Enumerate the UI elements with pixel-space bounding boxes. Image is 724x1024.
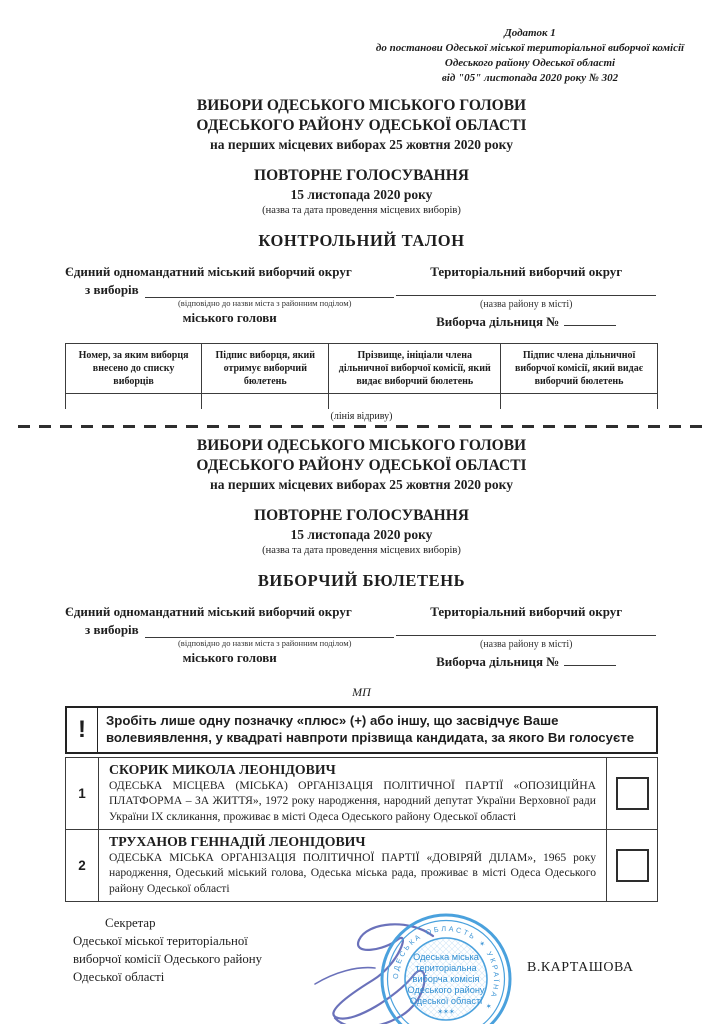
revote-date: 15 листопада 2020 року bbox=[290, 187, 433, 203]
document-content bbox=[65, 0, 658, 1024]
candidate-checkbox[interactable] bbox=[616, 849, 649, 882]
territorial-district-field[interactable] bbox=[396, 280, 656, 296]
polling-station-label: Виборча дільниця № bbox=[436, 653, 560, 669]
seal-text-line: виборча комісія bbox=[412, 973, 480, 984]
candidate-name: ТРУХАНОВ ГЕННАДІЙ ЛЕОНІДОВИЧ bbox=[109, 833, 366, 849]
candidate-info bbox=[99, 829, 607, 901]
territorial-district-title: Територіальний виборчий округ bbox=[430, 603, 623, 619]
district-field-caption: (відповідно до назви міста з районним поділом) bbox=[177, 637, 352, 648]
seal-ring-text: ОДЕСЬКА ОБЛАСТЬ ✶ УКРАЇНА ✶ bbox=[390, 923, 502, 1014]
candidate-row bbox=[66, 757, 658, 829]
secretary-line: Секретар bbox=[105, 915, 156, 930]
signer-name: В.КАРТАШОВА bbox=[527, 959, 634, 975]
appendix-annotation bbox=[344, 26, 716, 85]
election-title-line2: ОДЕСЬКОГО РАЙОНУ ОДЕСЬКОЇ ОБЛАСТІ bbox=[196, 456, 527, 474]
coupon-title: КОНТРОЛЬНИЙ ТАЛОН bbox=[258, 230, 465, 250]
single-district-title: Єдиний одномандатний міський виборчий округ bbox=[65, 263, 352, 279]
instruction-text: Зробіть лише одну позначку «плюс» (+) або іншу, що засвідчує Ваше волевиявлення, у квадраті навпроти прізвища кандидата, за якого Ви голосуєте bbox=[106, 712, 635, 745]
seal-text-line: Одеська міська bbox=[413, 951, 479, 962]
territorial-field-caption: (назва району в місті) bbox=[479, 638, 573, 650]
annotation-line: Одеського району Одеської області bbox=[444, 56, 616, 69]
election-subtitle: на перших місцевих виборах 25 жовтня 2020 року bbox=[210, 136, 513, 152]
coupon-empty-row bbox=[66, 393, 658, 409]
coupon-table bbox=[65, 343, 658, 409]
candidates-table bbox=[65, 757, 658, 902]
candidate-number: 1 bbox=[66, 757, 99, 829]
seal-place-mark: МП bbox=[352, 684, 371, 699]
election-title-line2: ОДЕСЬКОГО РАЙОНУ ОДЕСЬКОЇ ОБЛАСТІ bbox=[196, 116, 527, 134]
coupon-col-voter-signature: Підпис виборця, який отримує виборчий бюлетень bbox=[202, 343, 329, 393]
mayor-label: міського голови bbox=[182, 310, 277, 325]
footer bbox=[65, 914, 658, 1024]
single-district-title: Єдиний одномандатний міський виборчий округ bbox=[65, 603, 352, 619]
revote-title: ПОВТОРНЕ ГОЛОСУВАННЯ bbox=[254, 167, 469, 185]
secretary-block bbox=[73, 914, 303, 987]
candidate-info bbox=[99, 757, 607, 829]
candidate-checkbox-cell bbox=[607, 829, 658, 901]
candidate-checkbox-cell bbox=[607, 757, 658, 829]
district-block-ballot bbox=[65, 604, 658, 670]
district-block-coupon bbox=[65, 264, 658, 330]
seal-text-line: Одеського району bbox=[407, 984, 485, 995]
secretary-line: Одеської області bbox=[73, 970, 165, 985]
territorial-field-caption: (назва району в місті) bbox=[479, 298, 573, 310]
secretary-line: виборчої комісії Одеського району bbox=[73, 952, 262, 967]
annotation-line: Додаток 1 bbox=[504, 27, 556, 39]
district-name-field[interactable] bbox=[145, 623, 395, 638]
territorial-district-column bbox=[394, 264, 658, 330]
seal-text-line: територіальна bbox=[415, 962, 477, 973]
revote-caption: (назва та дата проведення місцевих виборів) bbox=[262, 204, 461, 216]
district-prefix-label: з виборів bbox=[85, 281, 139, 297]
candidate-checkbox[interactable] bbox=[616, 777, 649, 810]
election-title-line1: ВИБОРИ ОДЕСЬКОГО МІСЬКОГО ГОЛОВИ bbox=[196, 97, 527, 114]
revote-caption: (назва та дата проведення місцевих виборів) bbox=[262, 544, 461, 556]
annotation-line: від "05" листопада 2020 року № 302 bbox=[441, 71, 619, 84]
district-name-field[interactable] bbox=[145, 283, 395, 298]
election-subtitle: на перших місцевих виборах 25 жовтня 2020 року bbox=[210, 476, 513, 492]
coupon-cell-voter-number[interactable] bbox=[66, 393, 202, 409]
revote-date: 15 листопада 2020 року bbox=[290, 526, 433, 542]
territorial-district-title: Територіальний виборчий округ bbox=[430, 263, 623, 279]
district-field-caption: (відповідно до назви міста з районним поділом) bbox=[177, 297, 352, 308]
mayor-label: міського голови bbox=[182, 649, 277, 665]
tear-dashed-line bbox=[18, 425, 706, 428]
coupon-col-voter-number: Номер, за яким виборця внесено до списку виборців bbox=[66, 343, 202, 393]
candidate-details: ОДЕСЬКА МІСЦЕВА (МІСЬКА) ОРГАНІЗАЦІЯ ПОЛІТИЧНОЇ ПАРТІЇ «ОПОЗИЦІЙНА ПЛАТФОРМА – ЗА ЖИТТЯ», 1972 року народження, народний депутат України Верховної ради України IX скликання, проживає в місті Одеса Одеського району Одеської області bbox=[109, 778, 596, 823]
coupon-col-commissioner-signature: Підпис члена дільничної виборчої комісії, який видає виборчий бюлетень bbox=[501, 343, 658, 393]
revote-title: ПОВТОРНЕ ГОЛОСУВАННЯ bbox=[254, 507, 469, 525]
coupon-header bbox=[65, 96, 658, 251]
secretary-line: Одеської міської територіальної bbox=[73, 934, 248, 949]
single-district-column bbox=[65, 264, 394, 330]
single-district-column bbox=[65, 604, 394, 670]
candidate-row bbox=[66, 829, 658, 901]
election-title-line1: ВИБОРИ ОДЕСЬКОГО МІСЬКОГО ГОЛОВИ bbox=[196, 436, 527, 454]
coupon-cell-commissioner-signature[interactable] bbox=[501, 393, 658, 409]
candidate-number: 2 bbox=[66, 829, 99, 901]
polling-station-number-field[interactable] bbox=[564, 653, 616, 666]
territorial-district-column bbox=[394, 604, 658, 670]
tear-line-caption: (лінія відриву) bbox=[330, 410, 393, 422]
coupon-col-commissioner-name: Прізвище, ініціали члена дільничної виборчої комісії, який видає виборчий бюлетень bbox=[329, 343, 501, 393]
territorial-district-field[interactable] bbox=[396, 620, 656, 636]
svg-text:✶✶✶: ✶✶✶ bbox=[437, 1008, 455, 1016]
ballot-header bbox=[65, 436, 658, 591]
coupon-cell-commissioner-name[interactable] bbox=[329, 393, 501, 409]
candidate-name: СКОРИК МИКОЛА ЛЕОНІДОВИЧ bbox=[109, 761, 336, 777]
coupon-header-row bbox=[66, 343, 658, 393]
annotation-line: до постанови Одеської міської територіальної виборчої комісії bbox=[375, 41, 685, 54]
ballot-title: ВИБОРЧИЙ БЮЛЕТЕНЬ bbox=[257, 570, 466, 590]
seal-text-line: Одеської області bbox=[409, 995, 483, 1006]
district-prefix-label: з виборів bbox=[85, 621, 139, 637]
exclamation-icon: ! bbox=[66, 707, 98, 753]
official-seal-icon bbox=[377, 910, 515, 1024]
polling-station-number-field[interactable] bbox=[564, 313, 616, 326]
instruction-box bbox=[65, 706, 658, 754]
polling-station-label: Виборча дільниця № bbox=[436, 313, 560, 329]
candidate-details: ОДЕСЬКА МІСЬКА ОРГАНІЗАЦІЯ ПОЛІТИЧНОЇ ПАРТІЇ «ДОВІРЯЙ ДІЛАМ», 1965 року народження, Одеський міський голова, Одеська міська рада, проживає в місті Одеса Одеського району Одеської області bbox=[109, 851, 596, 895]
coupon-cell-voter-signature[interactable] bbox=[202, 393, 329, 409]
